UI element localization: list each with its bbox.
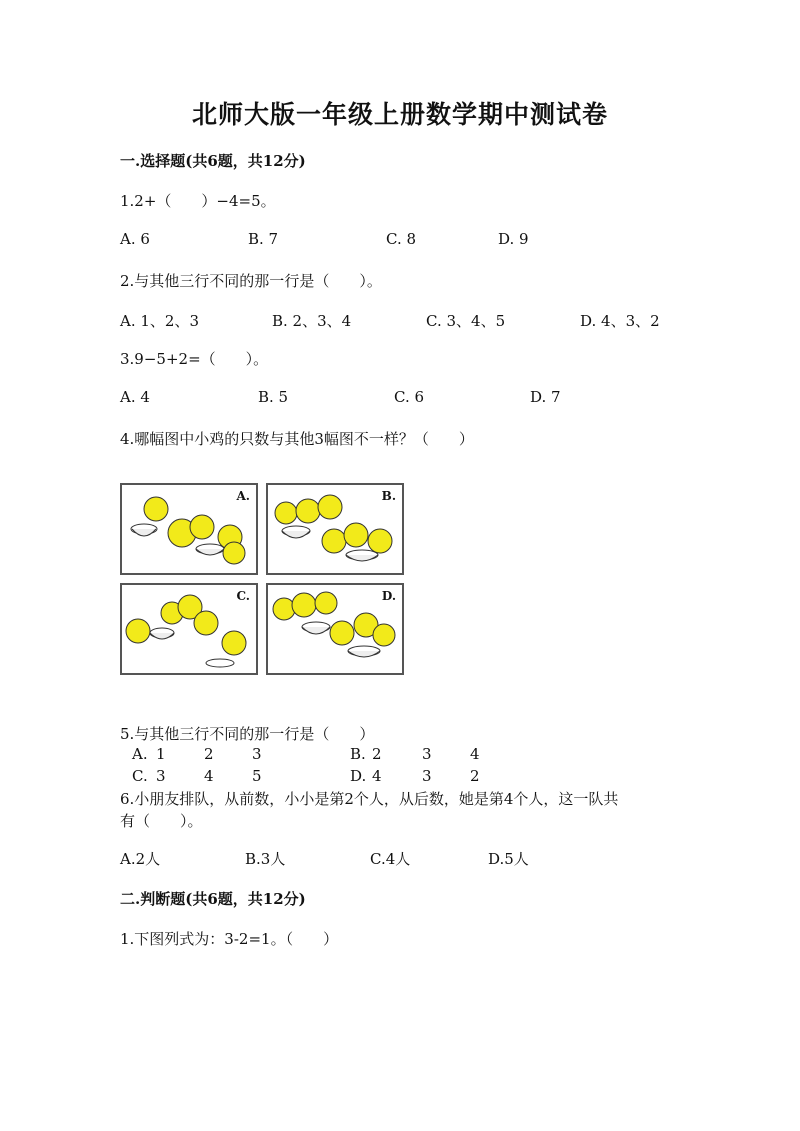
q3-stem: 3.9−5+2=（ ）。 [120, 350, 269, 368]
q5-option-d [350, 767, 480, 785]
q5-c-n3: 5 [252, 767, 262, 785]
q5-b-letter: B. [350, 745, 366, 763]
q2-stem: 2.与其他三行不同的那一行是（ ）。 [120, 272, 382, 290]
q5-c-n2: 4 [204, 767, 214, 785]
q5-option-a [132, 745, 262, 763]
chick-figure [120, 480, 408, 682]
q5-d-n2: 3 [422, 767, 432, 785]
page-title: 北师大版一年级上册数学期中测试卷 [191, 100, 608, 129]
section2-heading: 二.判断题(共6题，共12分) [120, 890, 306, 908]
q5-a-n1: 1 [156, 745, 166, 763]
panel-c-label: C. [236, 589, 250, 603]
q3-option-c: C. 6 [394, 388, 425, 406]
panel-c [120, 583, 258, 675]
q5-d-letter: D. [350, 767, 367, 785]
section1-heading: 一.选择题(共6题，共12分) [120, 152, 306, 170]
q6-stem-line1: 6.小朋友排队，从前数，小小是第2个人，从后数，她是第4个人，这一队共 [120, 790, 619, 808]
q5-a-n3: 3 [252, 745, 262, 763]
q2-option-a: A. 1、2、3 [120, 312, 199, 330]
q5-option-c [132, 767, 262, 785]
q2-option-c: C. 3、4、5 [426, 312, 506, 330]
s2-q1-stem: 1.下图列式为：3-2=1。（ ） [120, 930, 339, 948]
q6-option-b: B.3人 [245, 850, 286, 868]
q5-d-n1: 4 [372, 767, 382, 785]
panel-d-label: D. [381, 589, 396, 603]
q1-option-c: C. 8 [386, 230, 417, 248]
q3-option-b: B. 5 [258, 388, 289, 406]
q6-option-c: C.4人 [370, 850, 411, 868]
panel-d [266, 583, 404, 675]
panel-a-label: A. [236, 489, 250, 503]
q1-stem: 1.2+（ ）−4=5。 [120, 192, 276, 210]
q6-option-a: A.2人 [120, 850, 161, 868]
q6-stem-line2: 有（ ）。 [120, 812, 203, 830]
q3-option-d: D. 7 [530, 388, 561, 406]
q5-option-b [350, 745, 480, 763]
q5-c-letter: C. [132, 767, 148, 785]
q1-option-a: A. 6 [120, 230, 150, 248]
panel-a [120, 483, 258, 575]
q5-b-n1: 2 [372, 745, 382, 763]
q5-a-n2: 2 [204, 745, 214, 763]
q5-a-letter: A. [132, 745, 148, 763]
q5-b-n2: 3 [422, 745, 432, 763]
q5-c-n1: 3 [156, 767, 166, 785]
q4-stem: 4.哪幅图中小鸡的只数与其他3幅图不一样？（ ） [120, 430, 474, 448]
q1-option-b: B. 7 [248, 230, 279, 248]
q3-option-a: A. 4 [120, 388, 150, 406]
q2-option-b: B. 2、3、4 [272, 312, 352, 330]
q5-d-n3: 2 [470, 767, 480, 785]
q5-stem: 5.与其他三行不同的那一行是（ ） [120, 725, 375, 743]
q5-b-n3: 4 [470, 745, 480, 763]
q1-option-d: D. 9 [498, 230, 529, 248]
q6-option-d: D.5人 [488, 850, 529, 868]
q2-option-d: D. 4、3、2 [580, 312, 660, 330]
panel-b-label: B. [381, 489, 396, 503]
panel-b [266, 483, 404, 575]
